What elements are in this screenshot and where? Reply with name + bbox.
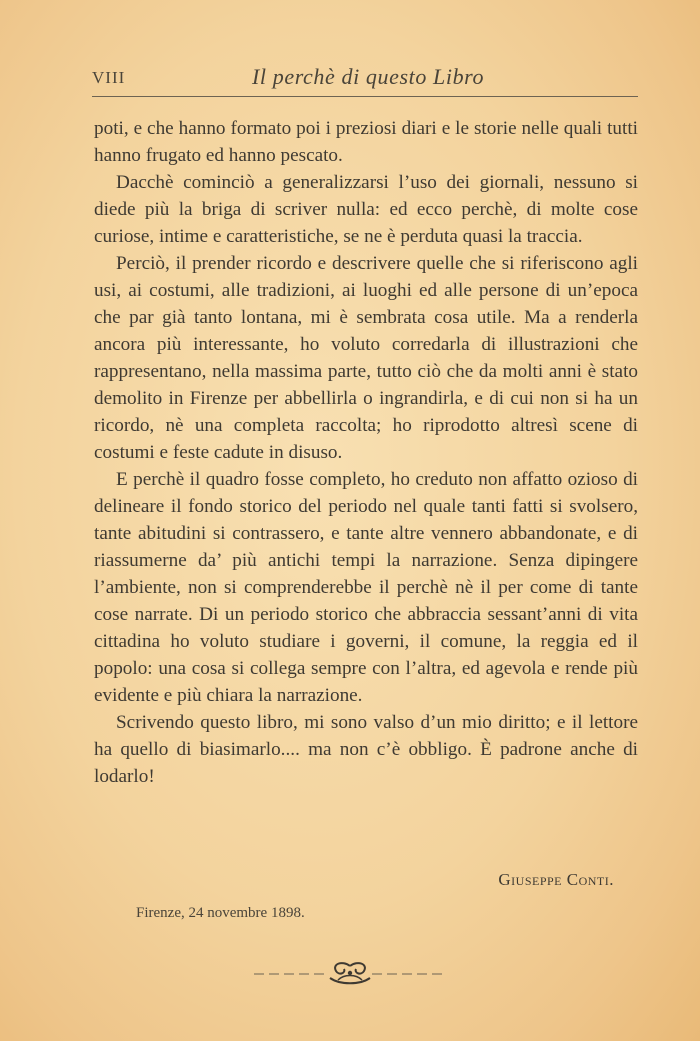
date-line: Firenze, 24 novembre 1898. [136,905,305,921]
paragraph-giornali: Dacchè cominciò a generalizzarsi l’uso dei giornali, nessuno si diede più la briga di scriver nulla: ed ecco perchè, di molte cose curiose, intime e caratteristiche, se ne è perduta quasi la traccia. [94,172,638,247]
paragraph-diritto: Scrivendo questo libro, mi sono valso d’un mio diritto; e il lettore ha quello di biasimarlo.... ma non c’è obbligo. È padrone anche di lodarlo! [94,712,638,787]
running-title: Il perchè di questo Libro [252,64,485,89]
paragraph-continued: poti, e che hanno formato poi i preziosi diari e le storie nelle quali tutti hanno frugato ed hanno pescato. [94,118,638,166]
body-text [94,115,638,790]
header-rule [92,96,638,97]
author-signature: Giuseppe Conti. [498,870,614,889]
running-head [92,64,638,98]
page-number: VIII [92,68,126,87]
floral-tailpiece-icon [250,958,450,990]
paragraph-ricordo: Perciò, il prender ricordo e descrivere quelle che si riferiscono agli usi, ai costumi, alle tradizioni, ai luoghi ed alle persone di un’epoca che par già tanto lontana, mi è sembrata cosa utile. Ma a renderla ancora più interessante, ho voluto corredarla di illustrazioni che rappresentano, nella massima parte, tutto ciò che da molti anni è stato demolito in Firenze per abbellirla o ingrandirla, e di cui non si ha un ricordo, nè una completa raccolta; ho riprodotto altresì scene di costumi e feste cadute in disuso. [94,253,638,463]
paragraph-quadro-storico: E perchè il quadro fosse completo, ho creduto non affatto ozioso di delineare il fondo storico del periodo nel quale tanti fatti si svolsero, tante abitudini si contrassero, e tante altre vennero abbandonate, e di riassumerne da’ più antichi tempi la narrazione. Senza dipingere l’ambiente, non si comprenderebbe il perchè nè il per come di tante cose narrate. Di un periodo storico che abbraccia sessant’anni di vita cittadina ho voluto studiare i governi, il comune, la reggia ed il popolo: una cosa si collega sempre con l’altra, ed agevola e rende più evidente e più chiara la narrazione. [94,469,638,706]
